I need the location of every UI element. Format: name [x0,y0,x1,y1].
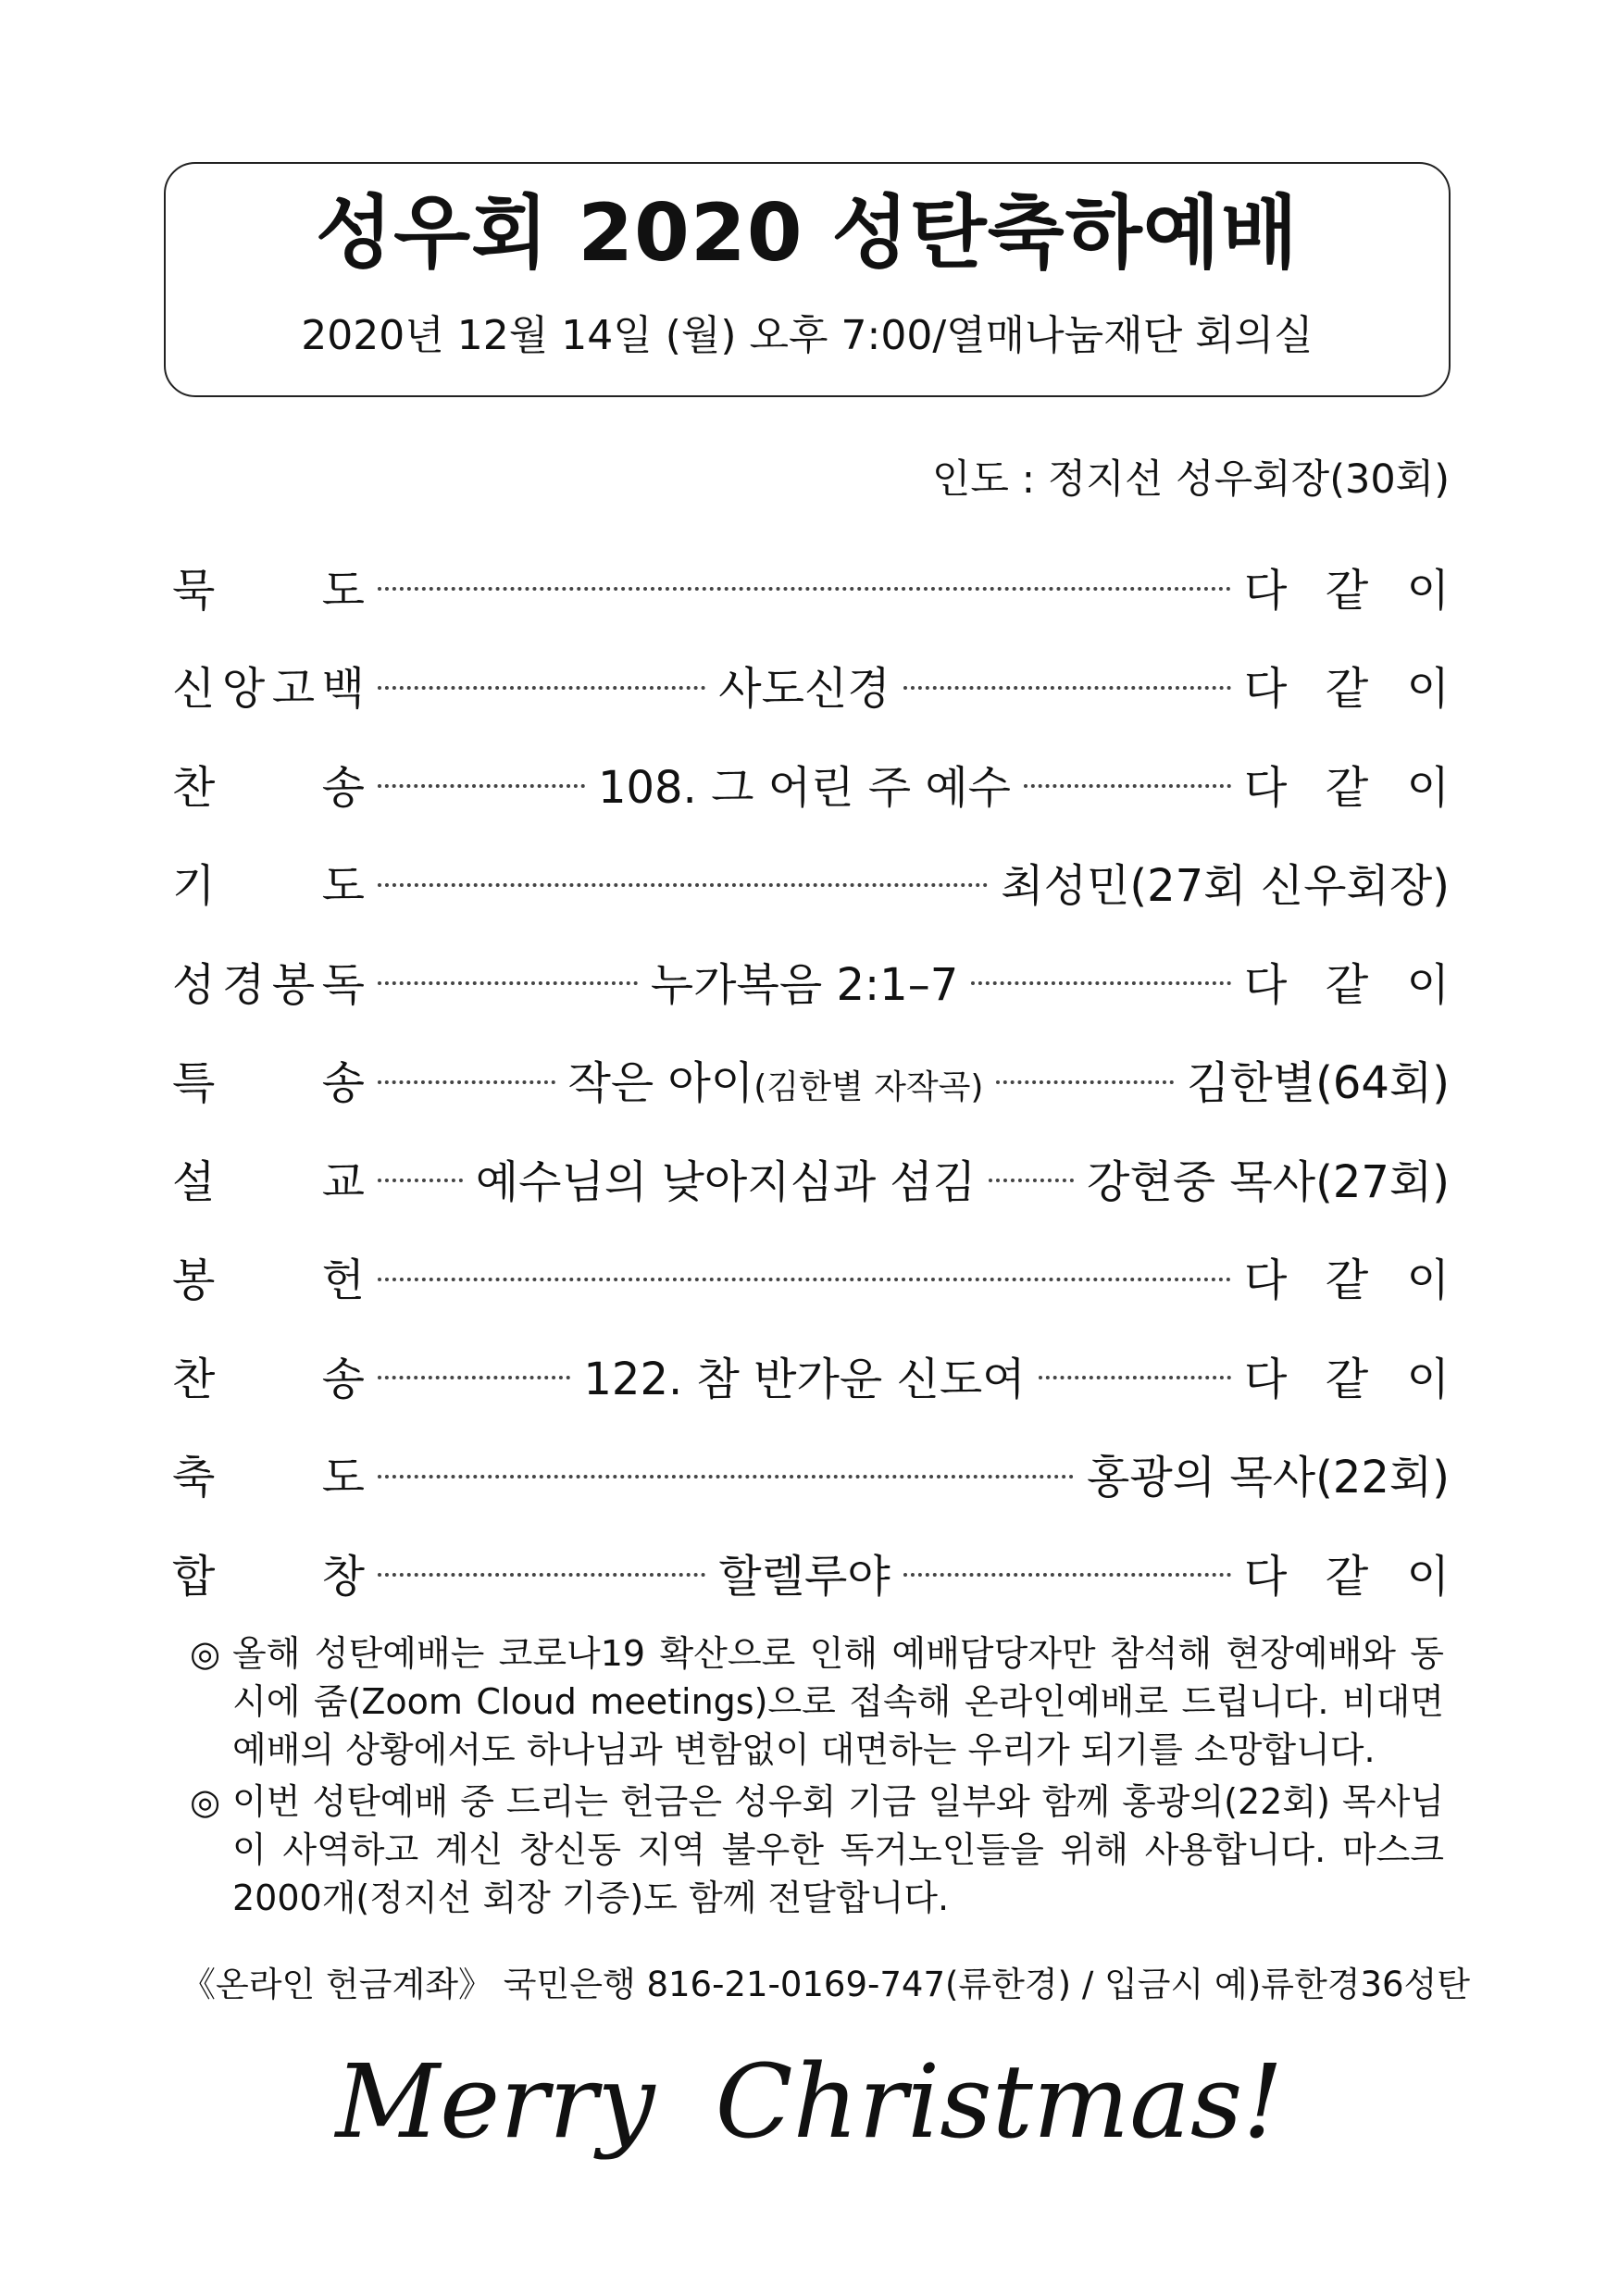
program-label-char: 송 [321,1057,365,1110]
note-item [190,1778,1444,1922]
program-person: 다 같 이 [1244,663,1451,716]
program-label-char: 합 [172,1550,216,1603]
program-label-char: 경 [221,958,266,1011]
program-list [172,537,1450,1622]
program-label-char: 송 [321,1353,365,1405]
program-content-text: 122. 참 반가운 신도여 [583,1353,1026,1405]
note-text: 이번 성탄예배 중 드리는 헌금은 성우회 기금 일부와 함께 홍광의(22회) 목사님이 사역하고 계신 창신동 지역 불우한 독거노인들을 위해 사용합니다. 마스크 2000개(정지선 회장 기증)도 함께 전달합니다. [232,1781,1444,1918]
program-label-char: 독 [321,958,365,1011]
dot-leader [378,1376,570,1379]
program-label [172,653,365,717]
program-label-char: 고 [271,663,316,716]
program-person: 김한별(64회) [1187,1057,1451,1110]
program-content [476,1146,977,1210]
program-row [172,636,1450,735]
program-label-char: 설 [172,1155,216,1208]
program-row [172,1523,1450,1622]
dot-leader [378,686,705,690]
dot-leader [378,1573,705,1577]
program-content [583,1343,1025,1407]
program-content-note: (김한별 자작곡) [753,1068,984,1107]
dot-leader [378,587,1231,591]
program-label [172,1146,365,1210]
program-label [172,1441,365,1505]
program-label-char: 도 [321,564,365,617]
program-label [172,752,365,816]
program-label-char: 백 [321,663,365,716]
program-label-char: 신 [172,663,216,716]
leader-line: 인도 : 정지선 성우회장(30회) [931,456,1450,503]
program-label [172,949,365,1013]
program-person: 최성민(27회 신우회장) [1001,860,1450,913]
program-label [172,850,365,914]
program-row [172,734,1450,833]
program-person: 다 같 이 [1244,1550,1451,1603]
program-row [172,1228,1450,1327]
note-mark: ◎ [190,1781,221,1822]
program-label-char: 교 [321,1155,365,1208]
dot-leader [378,883,988,887]
program-row [172,1326,1450,1425]
program-label-char: 창 [321,1550,365,1603]
program-row [172,1030,1450,1129]
program-content [568,1047,984,1111]
dot-leader [996,1080,1174,1084]
program-content-text: 사도신경 [718,663,890,716]
program-person: 다 같 이 [1244,1353,1451,1405]
program-person: 강현중 목사(27회) [1087,1155,1451,1208]
dot-leader [378,1278,1231,1281]
program-label-char: 앙 [221,663,266,716]
program-label [172,555,365,618]
dot-leader [378,1179,463,1182]
dot-leader [971,981,1231,985]
program-content [718,1541,890,1604]
note-mark: ◎ [190,1633,221,1674]
program-label [172,1541,365,1604]
dot-leader [903,1573,1231,1577]
program-person: 홍광의 목사(22회) [1087,1452,1450,1504]
dot-leader [378,981,638,985]
program-content-text: 예수님의 낮아지심과 섬김 [475,1155,977,1208]
program-content [718,653,890,717]
header-box [164,162,1451,397]
program-content-text: 작은 아이 [567,1057,754,1110]
program-label-char: 성 [172,958,216,1011]
program-label-char: 도 [321,1452,365,1504]
event-info: 2020년 12월 14일 (월) 오후 7:00/열매나눔재단 회의실 [301,312,1314,359]
program-label-char: 특 [172,1057,216,1110]
program-label-char: 기 [172,860,216,913]
program-label [172,1343,365,1407]
dot-leader [989,1179,1074,1182]
program-label-char: 송 [321,761,365,814]
program-label [172,1047,365,1111]
program-content [651,949,959,1013]
page-title: 성우회 2020 성탄축하예배 [316,187,1299,280]
program-label [172,1244,365,1308]
program-label-char: 축 [172,1452,216,1504]
program-label-char: 찬 [172,761,216,814]
program-content [598,752,1011,816]
note-item [190,1629,1444,1774]
offering-account: 《온라인 헌금계좌》 국민은행 816-21-0169-747(류한경) / 입금시 예)류한경36성탄 [181,1965,1471,2004]
merry-christmas-text: Merry Christmas! [335,2042,1284,2161]
program-content-text: 할렐루야 [718,1550,890,1603]
dot-leader [1024,784,1231,788]
program-person: 다 같 이 [1244,1254,1450,1307]
notes [190,1629,1444,1926]
program-person: 다 같 이 [1244,761,1450,814]
dot-leader [903,686,1231,690]
program-row [172,833,1450,932]
dot-leader [378,784,585,788]
note-text: 올해 성탄예배는 코로나19 확산으로 인해 예배담당자만 참석해 현장예배와 동시에 줌(Zoom Cloud meetings)으로 접속해 온라인예배로 드립니다. 비대면 예배의 상황에서도 하나님과 변함없이 대면하는 우리가 되기를 소망합니다. [232,1633,1444,1770]
dot-leader [378,1475,1074,1479]
program-label-char: 묵 [172,564,216,617]
program-label-char: 봉 [271,958,316,1011]
program-content-text: 누가복음 2:1–7 [650,958,959,1011]
dot-leader [1039,1376,1231,1379]
program-label-char: 헌 [321,1254,365,1307]
dot-leader [378,1080,555,1084]
program-row [172,931,1450,1030]
program-person: 다 같 이 [1244,564,1450,617]
program-label-char: 봉 [172,1254,216,1307]
program-content-text: 108. 그 어린 주 예수 [597,761,1012,814]
program-label-char: 찬 [172,1353,216,1405]
program-row [172,1129,1450,1228]
program-person: 다 같 이 [1244,958,1450,1011]
program-row [172,537,1450,636]
program-label-char: 도 [321,860,365,913]
program-row [172,1425,1450,1524]
